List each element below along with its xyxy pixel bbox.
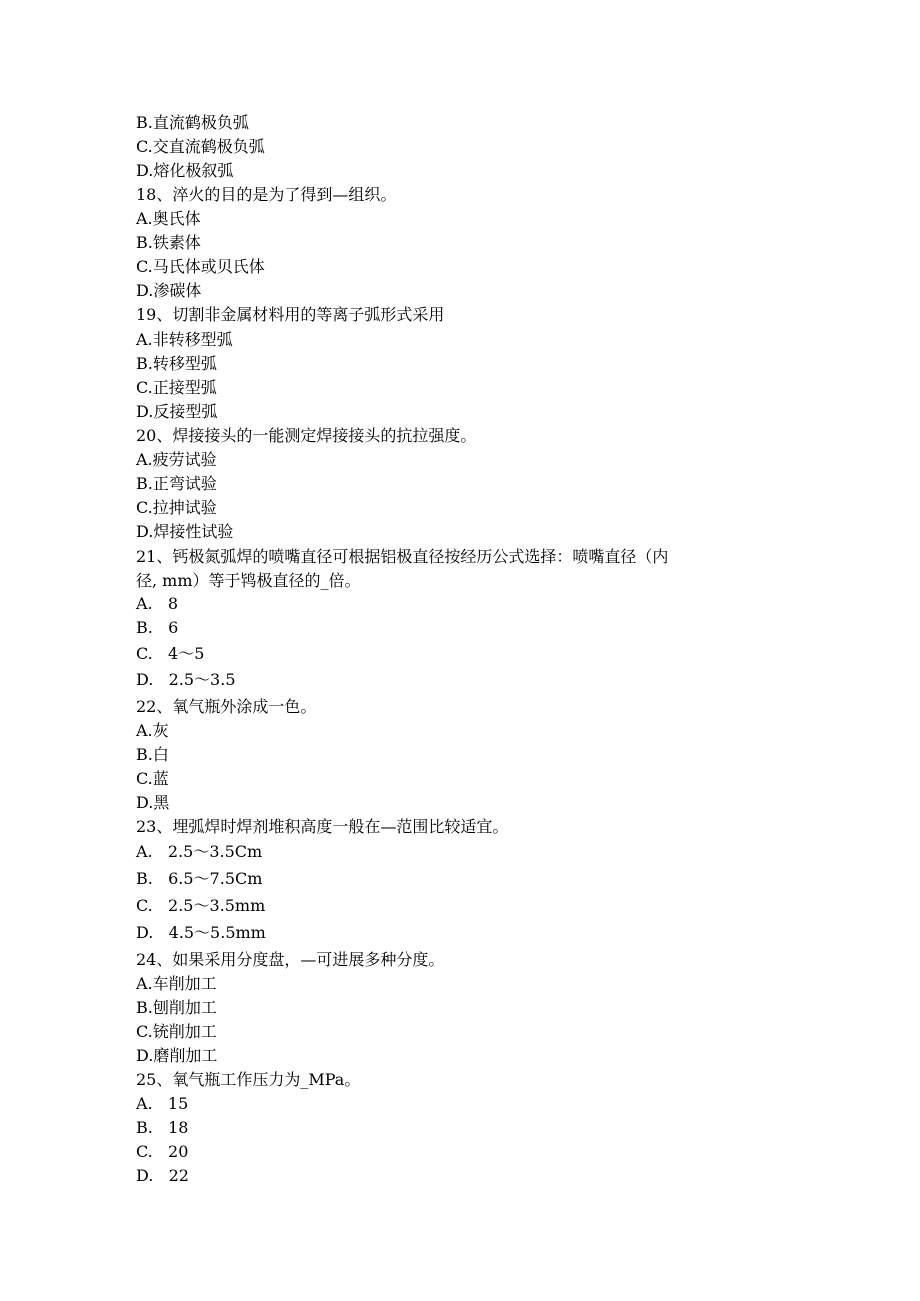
text-line: B. 6 xyxy=(136,618,179,637)
text-line: B.正弯试验 xyxy=(136,474,217,493)
text-line: D.反接型弧 xyxy=(136,402,218,421)
text-line: D. 2.5～3.5 xyxy=(136,670,236,689)
text-line: B. 18 xyxy=(136,1118,189,1137)
text-line: D.渗碳体 xyxy=(136,281,202,300)
question-text: 18、淬火的目的是为了得到—组织。 xyxy=(136,185,397,204)
question-text: 25、氧气瓶工作压力为_MPa。 xyxy=(136,1070,361,1089)
text-line: A.车削加工 xyxy=(136,974,217,993)
text-line: A. 15 xyxy=(136,1094,189,1113)
text-line: C.正接型弧 xyxy=(136,378,217,397)
question-text: 22、氧气瓶外涂成一色。 xyxy=(136,697,317,716)
text-line: B.白 xyxy=(136,745,169,764)
question-text: 21、钙极氮弧焊的喷嘴直径可根据铝极直径按经历公式选择：喷嘴直径（内 xyxy=(136,547,669,566)
text-line: D. 4.5～5.5mm xyxy=(136,923,266,942)
text-line: A. 8 xyxy=(136,594,179,613)
text-line: B.铁素体 xyxy=(136,233,201,252)
text-line: D. 22 xyxy=(136,1166,189,1185)
text-line: C.交直流鹤极负弧 xyxy=(136,137,265,156)
text-line: C. 2.5～3.5mm xyxy=(136,896,266,915)
text-line: A.灰 xyxy=(136,721,169,740)
text-line: A.非转移型弧 xyxy=(136,330,233,349)
text-line: C. 4～5 xyxy=(136,644,205,663)
text-line: A.疲劳试验 xyxy=(136,450,217,469)
question-text: 径, mm）等于鸨极直径的_倍。 xyxy=(136,571,361,590)
text-line: D.焊接性试验 xyxy=(136,522,234,541)
text-line: A.奥氏体 xyxy=(136,209,201,228)
question-text: 23、埋弧焊时焊剂堆积高度一般在—范围比较适宜。 xyxy=(136,817,509,836)
question-text: 19、切割非金属材料用的等离子弧形式采用 xyxy=(136,305,445,324)
text-line: C.马氏体或贝氏体 xyxy=(136,257,265,276)
text-line: B.直流鹤极负弧 xyxy=(136,113,249,132)
text-line: A. 2.5～3.5Cm xyxy=(136,842,263,861)
text-line: B.刨削加工 xyxy=(136,998,217,1017)
text-line: C. 20 xyxy=(136,1142,189,1161)
text-line: C.蓝 xyxy=(136,769,169,788)
text-line: D.磨削加工 xyxy=(136,1046,218,1065)
question-text: 20、焊接接头的一能测定焊接接头的抗拉强度。 xyxy=(136,426,477,445)
text-line: C.拉抻试验 xyxy=(136,498,217,517)
text-line: B. 6.5～7.5Cm xyxy=(136,869,263,888)
text-line: D.黑 xyxy=(136,793,170,812)
text-line: C.铳削加工 xyxy=(136,1022,217,1041)
question-text: 24、如果采用分度盘，—可进展多种分度。 xyxy=(136,950,445,969)
text-line: B.转移型弧 xyxy=(136,354,217,373)
text-line: D.熔化极叙弧 xyxy=(136,161,234,180)
